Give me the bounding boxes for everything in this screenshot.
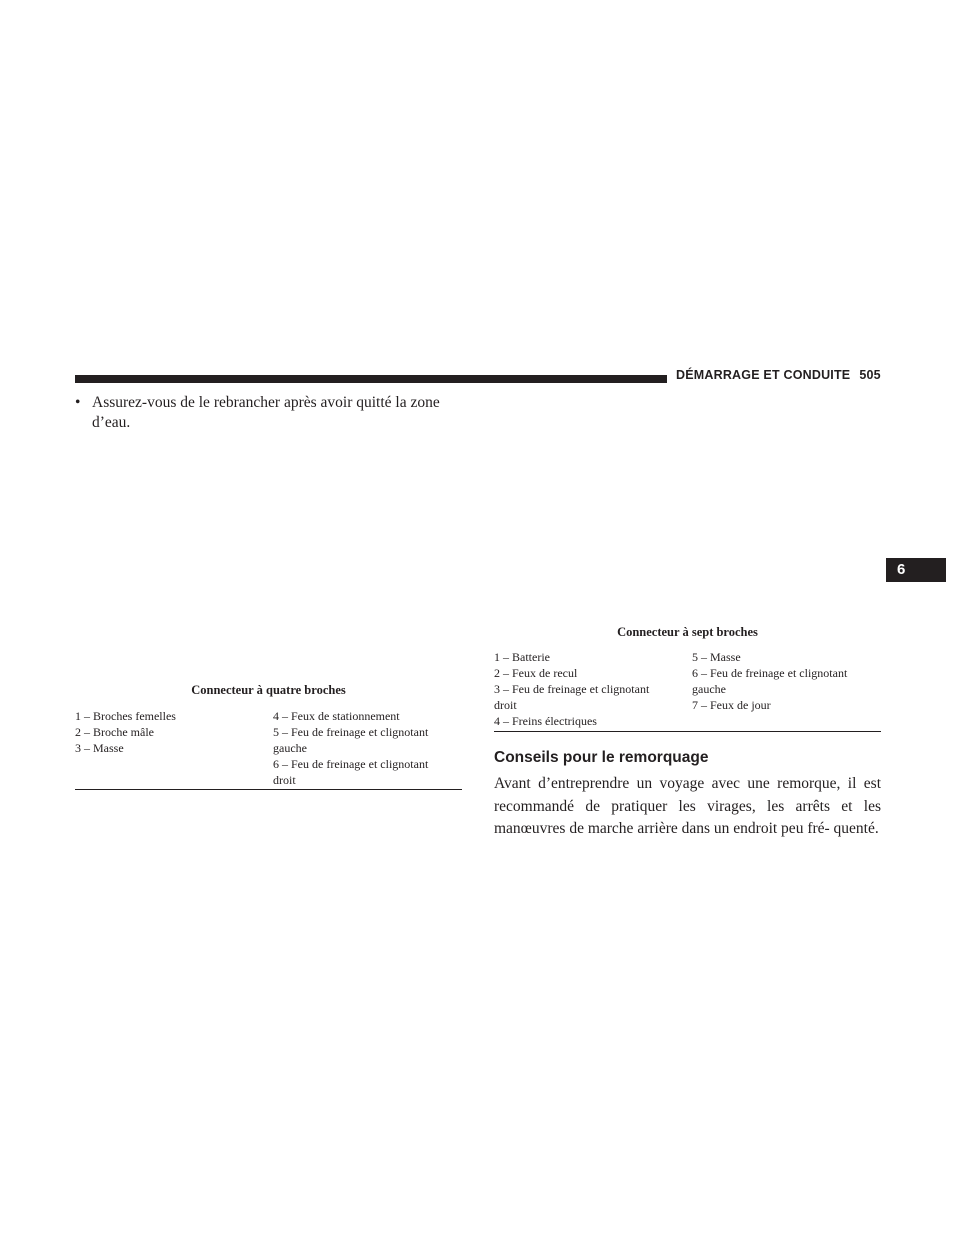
four-pin-rule bbox=[75, 789, 462, 790]
legend-item: 5 – Masse bbox=[692, 650, 741, 664]
section-title: DÉMARRAGE ET CONDUITE bbox=[676, 368, 851, 382]
page-number: 505 bbox=[859, 368, 881, 382]
running-header bbox=[676, 368, 881, 382]
four-pin-caption: Connecteur à quatre broches bbox=[191, 683, 346, 697]
legend-item: 5 – Feu de freinage et clignotant bbox=[273, 725, 429, 739]
seven-pin-legend-right bbox=[692, 649, 847, 713]
legend-item: 7 – Feux de jour bbox=[692, 698, 771, 712]
legend-item: droit bbox=[494, 698, 517, 712]
legend-item: gauche bbox=[692, 682, 726, 696]
bullet-symbol: • bbox=[75, 394, 81, 411]
legend-item: 4 – Feux de stationnement bbox=[273, 709, 400, 723]
four-pin-legend-left bbox=[75, 708, 176, 756]
legend-item: 2 – Broche mâle bbox=[75, 725, 154, 739]
legend-item: 6 – Feu de freinage et clignotant bbox=[692, 666, 848, 680]
bullet-text: Assurez-vous de le rebrancher après avoir quitté la zone d’eau. bbox=[92, 394, 440, 431]
legend-item: 1 – Broches femelles bbox=[75, 709, 176, 723]
legend-item: 6 – Feu de freinage et clignotant bbox=[273, 757, 429, 771]
legend-item: 4 – Freins électriques bbox=[494, 714, 597, 728]
bullet-item bbox=[75, 393, 475, 433]
section-heading: Conseils pour le remorquage bbox=[494, 749, 709, 766]
body-paragraph: Avant d’entreprendre un voyage avec une remorque, il est recommandé de pratiquer les virages, les arrêts et les manœuvres de marche arrière dans un endroit peu fré- quenté. bbox=[494, 775, 881, 837]
legend-item: gauche bbox=[273, 741, 307, 755]
legend-item: droit bbox=[273, 773, 296, 787]
legend-item: 3 – Masse bbox=[75, 741, 124, 755]
seven-pin-caption: Connecteur à sept broches bbox=[617, 625, 758, 639]
legend-item: 1 – Batterie bbox=[494, 650, 550, 664]
chapter-tab[interactable]: 6 bbox=[886, 558, 946, 582]
legend-item: 2 – Feux de recul bbox=[494, 666, 578, 680]
four-pin-legend-right bbox=[273, 708, 428, 788]
seven-pin-legend-left bbox=[494, 649, 649, 729]
legend-item: 3 – Feu de freinage et clignotant bbox=[494, 682, 650, 696]
header-rule bbox=[75, 375, 667, 383]
seven-pin-rule bbox=[494, 731, 881, 732]
